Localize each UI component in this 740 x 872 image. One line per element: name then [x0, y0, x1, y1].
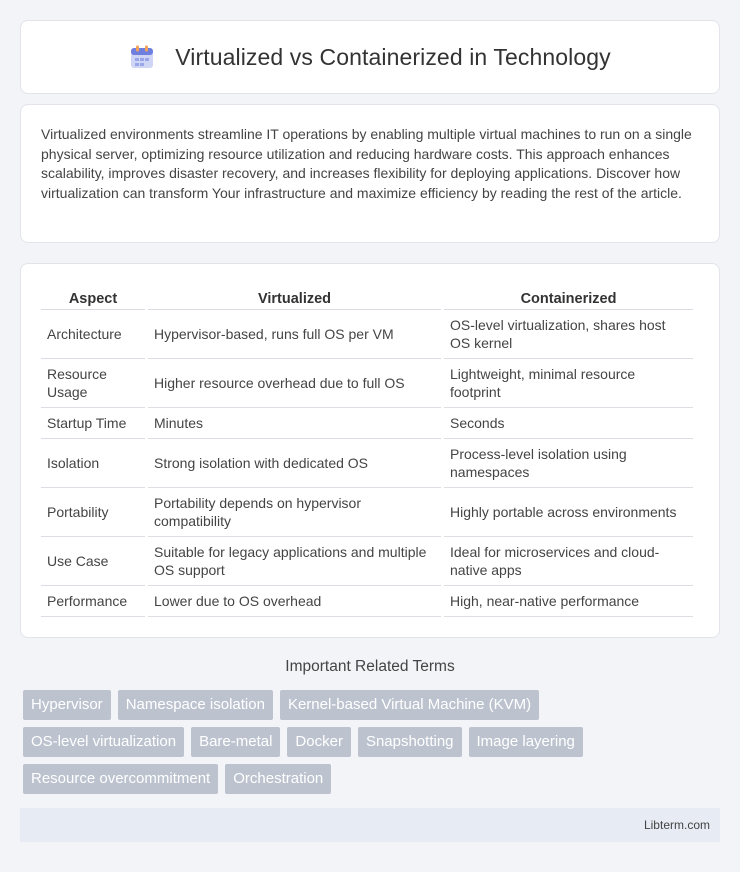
footer	[20, 808, 720, 842]
table-row	[41, 488, 693, 537]
tag-kvm[interactable]: Kernel-based Virtual Machine (KVM)	[280, 690, 539, 720]
header-card	[20, 20, 720, 94]
table-header-row	[41, 284, 693, 310]
table-cell: Resource Usage	[41, 359, 145, 408]
table-cell: Suitable for legacy applications and multiple OS support	[148, 537, 441, 586]
related-terms-heading: Important Related Terms	[285, 658, 455, 675]
tag-namespace-isolation[interactable]: Namespace isolation	[118, 690, 273, 720]
table-cell: Startup Time	[41, 408, 145, 439]
table-cell: Performance	[41, 586, 145, 617]
tag-image-layering[interactable]: Image layering	[469, 727, 583, 757]
table-row	[41, 537, 693, 586]
table-cell: Lower due to OS overhead	[148, 586, 441, 617]
table-cell: Seconds	[444, 408, 693, 439]
table-cell: Highly portable across environments	[444, 488, 693, 537]
tag-row	[23, 727, 723, 757]
column-header-aspect: Aspect	[41, 284, 145, 310]
table-cell: Ideal for microservices and cloud-native apps	[444, 537, 693, 586]
column-header-virtualized: Virtualized	[148, 284, 441, 310]
table-cell: Portability depends on hypervisor compatibility	[148, 488, 441, 537]
table-cell: OS-level virtualization, shares host OS kernel	[444, 310, 693, 359]
tag-os-level-virtualization[interactable]: OS-level virtualization	[23, 727, 184, 757]
tag-snapshotting[interactable]: Snapshotting	[358, 727, 462, 757]
table-cell: Minutes	[148, 408, 441, 439]
tag-resource-overcommitment[interactable]: Resource overcommitment	[23, 764, 218, 794]
tag-orchestration[interactable]: Orchestration	[225, 764, 331, 794]
related-terms-list	[23, 690, 723, 801]
table-cell: Hypervisor-based, runs full OS per VM	[148, 310, 441, 359]
column-header-containerized: Containerized	[444, 284, 693, 310]
tag-docker[interactable]: Docker	[287, 727, 351, 757]
table-cell: Portability	[41, 488, 145, 537]
table-cell: Architecture	[41, 310, 145, 359]
table-cell: Use Case	[41, 537, 145, 586]
table-cell: Higher resource overhead due to full OS	[148, 359, 441, 408]
table-row	[41, 439, 693, 488]
table-cell: Isolation	[41, 439, 145, 488]
comparison-card	[20, 263, 720, 638]
table-row	[41, 359, 693, 408]
footer-link[interactable]: Libterm.com	[643, 818, 710, 832]
page-title: Virtualized vs Containerized in Technology	[175, 43, 611, 70]
comparison-table	[38, 284, 696, 617]
table-cell: High, near-native performance	[444, 586, 693, 617]
tag-bare-metal[interactable]: Bare-metal	[191, 727, 280, 757]
table-cell: Strong isolation with dedicated OS	[148, 439, 441, 488]
table-row	[41, 310, 693, 359]
table-cell: Process-level isolation using namespaces	[444, 439, 693, 488]
intro-card	[20, 104, 720, 243]
tag-hypervisor[interactable]: Hypervisor	[23, 690, 111, 720]
table-cell: Lightweight, minimal resource footprint	[444, 359, 693, 408]
intro-text: Virtualized environments streamline IT operations by enabling multiple virtual machines to run on a single physical server, optimizing resource utilization and reducing hardware costs. This approach enhances scalability, improves disaster recovery, and increases flexibility for deploying applications. Discover how virtualization can transform Your infrastructure and maximize efficiency by reading the rest of the article.	[41, 126, 692, 201]
title-row	[129, 44, 611, 71]
table-row	[41, 586, 693, 617]
calendar-icon	[129, 44, 155, 70]
tag-row	[23, 764, 723, 794]
table-row	[41, 408, 693, 439]
tag-row	[23, 690, 723, 720]
